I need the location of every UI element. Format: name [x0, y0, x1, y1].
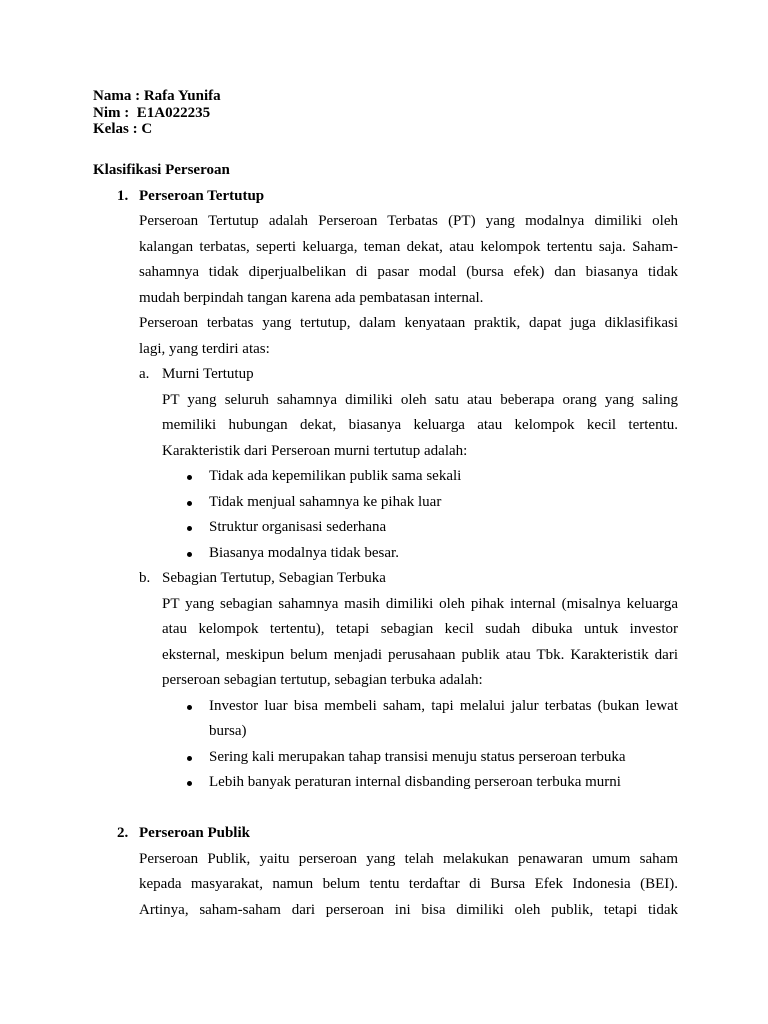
- section-number: 1.: [117, 187, 129, 204]
- bullet-item: [93, 694, 678, 745]
- subsection-letter: b.: [139, 570, 151, 586]
- paragraph-line: PT yang seluruh sahamnya dimiliki oleh satu atau beberapa orang yang saling: [162, 391, 678, 408]
- paragraph-line: PT yang sebagian sahamnya masih dimiliki oleh pihak internal (misalnya keluarga: [162, 595, 678, 612]
- bullet-item: [93, 464, 678, 490]
- bullet-text: Lebih banyak peraturan internal disbanding perseroan terbuka murni: [209, 774, 621, 790]
- subsection-title: Sebagian Tertutup, Sebagian Terbuka: [162, 570, 386, 586]
- student-nim: Nim : E1A022235: [93, 104, 211, 121]
- paragraph: [93, 388, 678, 465]
- bullet-item: [93, 745, 678, 771]
- bullet-item: [93, 770, 678, 796]
- subsection-heading: [93, 566, 678, 592]
- paragraph-line: Perseroan Tertutup adalah Perseroan Terbatas (PT) yang modalnya dimiliki oleh: [139, 213, 678, 229]
- bullet-text: Investor luar bisa membeli saham, tapi melalui jalur terbatas (bukan lewat: [209, 697, 678, 714]
- bullet-item: [93, 490, 678, 516]
- bullet-text: Struktur organisasi sederhana: [209, 519, 387, 535]
- paragraph-line: perseroan sebagian tertutup, sebagian terbuka adalah:: [162, 672, 483, 688]
- bullet-text: Sering kali merupakan tahap transisi menuju status perseroan terbuka: [209, 748, 626, 765]
- paragraph-line: kalangan terbatas, seperti keluarga, teman dekat, atau kelompok tertentu saja. Saham-: [139, 238, 678, 255]
- bullet-icon: [187, 475, 192, 480]
- subsection-sebagian-tertutup: [93, 566, 678, 796]
- paragraph: [93, 847, 678, 924]
- paragraph-line: mudah berpindah tangan karena ada pembatasan internal.: [139, 289, 484, 306]
- section-perseroan-tertutup: [93, 184, 678, 796]
- section-title: Perseroan Tertutup: [139, 187, 265, 204]
- paragraph-line: sahamnya tidak diperjualbelikan di pasar modal (bursa efek) dan biasanya tidak: [139, 264, 678, 280]
- subsection-title: Murni Tertutup: [162, 366, 254, 382]
- bullet-text: Tidak ada kepemilikan publik sama sekali: [209, 468, 462, 484]
- document-title: Klasifikasi Perseroan: [93, 162, 230, 178]
- subsection-murni-tertutup: [93, 362, 678, 566]
- paragraph: [93, 209, 678, 311]
- subsection-letter: a.: [139, 366, 150, 382]
- paragraph-line: Perseroan terbatas yang tertutup, dalam kenyataan praktik, dapat juga diklasifikasi: [139, 315, 678, 331]
- paragraph-line: eksternal, meskipun belum menjadi perusahaan publik atau Tbk. Karakteristik dari: [162, 646, 678, 663]
- paragraph-line: Karakteristik dari Perseroan murni tertutup adalah:: [162, 442, 468, 459]
- paragraph: [93, 311, 678, 362]
- student-header: [93, 88, 221, 138]
- student-name: Nama : Rafa Yunifa: [93, 88, 221, 104]
- section-title: Perseroan Publik: [139, 825, 250, 841]
- bullet-icon: [187, 781, 192, 786]
- bullet-icon: [187, 526, 192, 531]
- bullet-text: bursa): [209, 723, 247, 739]
- paragraph-line: lagi, yang terdiri atas:: [139, 340, 270, 357]
- bullet-icon: [187, 705, 192, 710]
- subsection-heading: [93, 362, 678, 388]
- bullet-item: [93, 515, 678, 541]
- bullet-text: Tidak menjual sahamnya ke pihak luar: [209, 493, 442, 510]
- paragraph: [93, 592, 678, 694]
- bullet-icon: [187, 552, 192, 557]
- document-body: [93, 158, 678, 923]
- student-class: Kelas : C: [93, 121, 153, 137]
- bullet-list: [93, 464, 678, 566]
- paragraph-line: kepada masyarakat, namun belum tentu terdaftar di Bursa Efek Indonesia (BEI).: [139, 876, 678, 892]
- paragraph-line: atau kelompok tertentu), tetapi sebagian kecil sudah dibuka untuk investor: [162, 621, 678, 637]
- paragraph-line: Artinya, saham-saham dari perseroan ini bisa dimiliki oleh publik, tetapi tidak: [139, 901, 678, 918]
- paragraph-line: Perseroan Publik, yaitu perseroan yang telah melakukan penawaran umum saham: [139, 850, 678, 867]
- bullet-icon: [187, 756, 192, 761]
- bullet-item: [93, 541, 678, 567]
- bullet-icon: [187, 501, 192, 506]
- bullet-list: [93, 694, 678, 796]
- paragraph-line: memiliki hubungan dekat, biasanya keluarga atau kelompok kecil tertentu.: [162, 417, 678, 433]
- bullet-text: Biasanya modalnya tidak besar.: [209, 544, 399, 561]
- section-number: 2.: [117, 825, 129, 841]
- section-perseroan-publik: [93, 821, 678, 923]
- section-heading: [93, 821, 678, 847]
- section-heading: [93, 184, 678, 210]
- blank-line: [93, 796, 678, 822]
